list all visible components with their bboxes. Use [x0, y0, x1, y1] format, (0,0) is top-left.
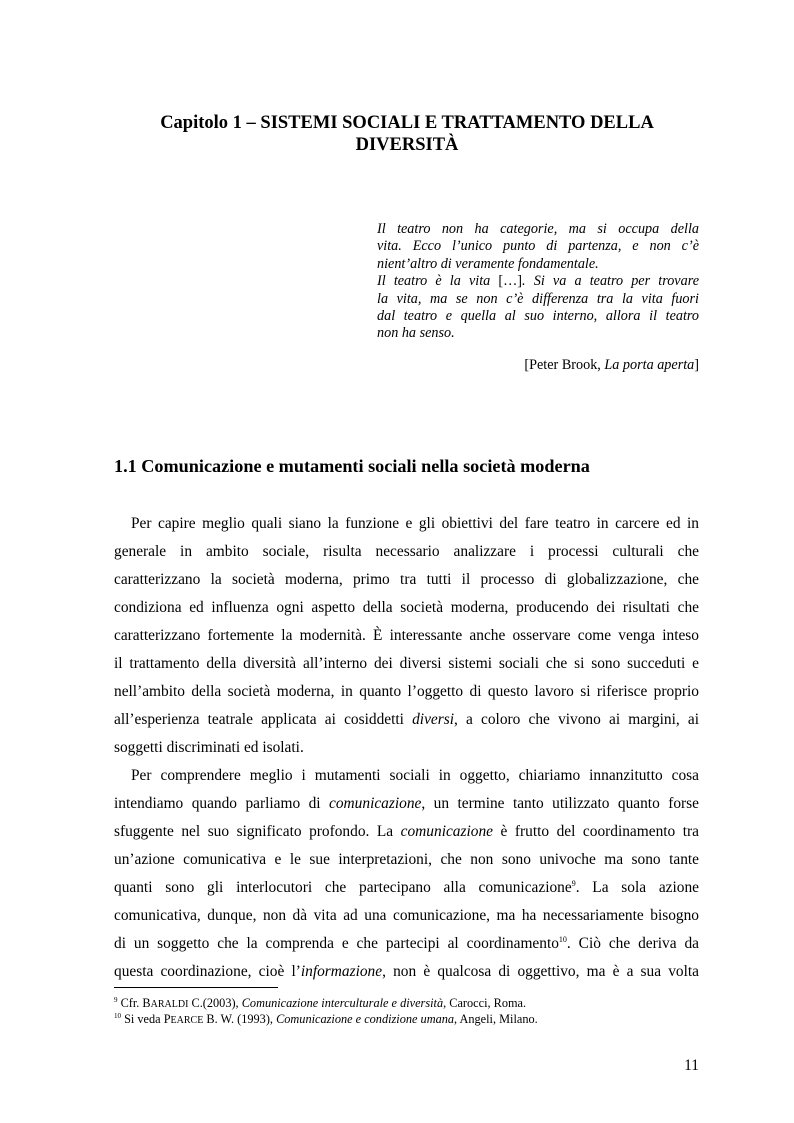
footnote-text: B. W. (1993),: [203, 1012, 277, 1026]
footnote-10: [114, 1012, 538, 1028]
cited-title: Comunicazione interculturale e diversità: [241, 996, 444, 1010]
body-line: [114, 790, 699, 818]
footnote-number: 10: [114, 1012, 121, 1020]
body-text-run: di un soggetto che la comprenda e che partecipi al coordinamento: [114, 935, 559, 952]
epigraph-line: Il teatro non ha categorie, ma si occupa della: [377, 221, 699, 237]
emphasis: comunicazione: [329, 795, 422, 812]
body-text-run: è frutto del coordinamento tra: [492, 823, 699, 840]
body-text-run: , un termine tanto utilizzato quanto forse: [421, 795, 699, 812]
emphasis: diversi: [412, 711, 454, 728]
chapter-title-line-2: DIVERSITÀ: [355, 135, 459, 155]
body-text-run: . Ciò che deriva da: [566, 935, 699, 952]
footnote-text: Cfr. B: [117, 996, 151, 1010]
body-line: condiziona ed influenza ogni aspetto della società moderna, producendo dei risultati che: [114, 599, 699, 616]
epigraph-line: [377, 273, 699, 290]
body-line: Per comprendere meglio i mutamenti sociali in oggetto, chiariamo innanzitutto cosa: [131, 767, 699, 784]
footnote-number: 9: [114, 996, 118, 1004]
body-line: generale in ambito sociale, risulta necessario analizzare i processi culturali che: [114, 543, 699, 560]
body-text-run: questa coordinazione, cioè l’: [114, 963, 301, 980]
body-line: [114, 958, 699, 986]
body-text-run: , a coloro che vivono ai margini, ai: [454, 711, 700, 728]
body-line: il trattamento della diversità all’interno dei diversi sistemi sociali che si sono succeduti e: [114, 655, 699, 672]
chapter-title: [114, 112, 700, 156]
epigraph-text: . Si va a teatro per trovare: [522, 273, 699, 290]
body-text-run: , non è qualcosa di oggettivo, ma è a sua volta: [382, 963, 700, 980]
body-text-run: sfuggente nel suo significato profondo. La: [114, 823, 401, 840]
body-text-run: quanti sono gli interlocutori che partecipano alla comunicazione: [114, 879, 572, 896]
epigraph-text: Il teatro è la vita: [377, 273, 499, 290]
body-line: [114, 818, 699, 846]
footnotes: [114, 996, 538, 1028]
small-caps-name: EARCE: [170, 1015, 204, 1026]
epigraph-line: dal teatro e quella al suo interno, allora il teatro: [377, 308, 699, 325]
small-caps-name: ARALDI: [150, 999, 189, 1010]
epigraph-line: non ha senso.: [377, 325, 455, 342]
body-text-run: all’esperienza teatrale applicata ai cosiddetti: [114, 711, 413, 728]
footnote-text: C.(2003),: [188, 996, 242, 1010]
body-line: soggetti discriminati ed isolati.: [114, 739, 304, 756]
footnote-9: [114, 996, 538, 1012]
body-line: Per capire meglio quali siano la funzione e gli obiettivi del fare teatro in carcere ed in: [131, 515, 699, 532]
body-line: [114, 930, 699, 958]
body-line: [114, 874, 699, 902]
page-number: 11: [684, 1057, 699, 1074]
attribution-open: [Peter Brook,: [524, 357, 605, 373]
footnote-text: , Angeli, Milano.: [454, 1012, 538, 1026]
body-line: un’azione comunicativa e le sue interpretazioni, che non sono univoche ma sono tante: [114, 851, 699, 868]
footnote-text: Si veda P: [121, 1012, 171, 1026]
section-title: 1.1 Comunicazione e mutamenti sociali nella società moderna: [114, 456, 590, 476]
body-text-run: . La sola azione: [575, 879, 699, 896]
body-line: caratterizzano la società moderna, primo tra tutti il processo di globalizzazione, che: [114, 571, 699, 588]
footnote-ref-9[interactable]: 9: [571, 879, 576, 888]
attribution-close: ]: [694, 357, 699, 373]
emphasis: comunicazione: [400, 823, 493, 840]
footnote-ref-10[interactable]: 10: [558, 935, 567, 944]
epigraph-line: nient’altro di veramente fondamentale.: [377, 255, 599, 272]
footnote-divider: [114, 987, 278, 988]
body-text-run: intendiamo quando parliamo di: [114, 795, 330, 812]
attribution-work-title: La porta aperta: [604, 357, 695, 373]
body-line: comunicativa, dunque, non dà vita ad una comunicazione, ma ha necessariamente bisogno: [114, 907, 699, 924]
epigraph-line: la vita, ma se non c’è differenza tra la vita fuori: [377, 290, 699, 307]
epigraph-line: vita. Ecco l’unico punto di partenza, e non c’è: [377, 238, 699, 255]
footnote-text: , Carocci, Roma.: [443, 996, 527, 1010]
chapter-title-line-1: Capitolo 1 – SISTEMI SOCIALI E TRATTAMENTO DELLA: [160, 113, 654, 133]
body-line: caratterizzano fortemente la modernità. È interessante anche osservare come venga inteso: [114, 627, 699, 644]
epigraph-attribution: [524, 357, 699, 374]
body-line: [114, 706, 699, 734]
cited-title: Comunicazione e condizione umana: [276, 1012, 455, 1026]
emphasis: informazione: [300, 963, 383, 980]
body-text: [114, 510, 699, 986]
epigraph-omission: […]: [498, 273, 523, 290]
body-line: nell’ambito della società moderna, in quanto l’oggetto di questo lavoro si riferisce proprio: [114, 683, 699, 700]
epigraph-quote: [377, 221, 699, 343]
